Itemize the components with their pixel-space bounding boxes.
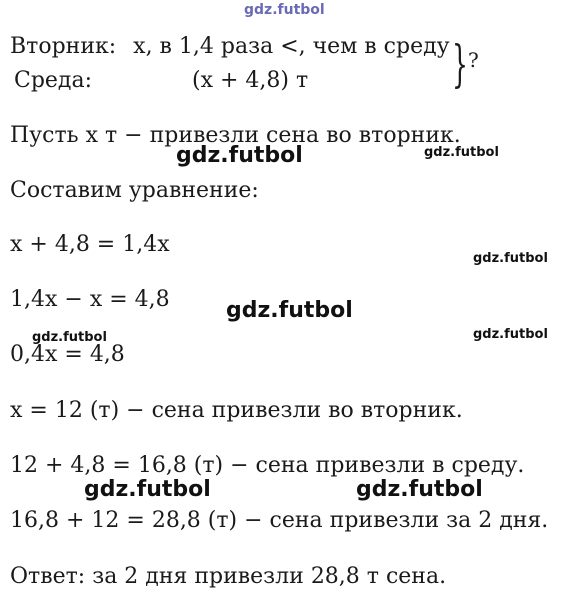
watermark: gdz.futbol	[473, 251, 548, 266]
equation-line-1: x + 4,8 = 1,4x	[10, 232, 170, 257]
given-row-wednesday	[14, 68, 309, 94]
watermark-top: gdz.futbol	[244, 2, 325, 18]
equation-line-2: 1,4x − x = 4,8	[10, 287, 170, 312]
question-mark: ?	[468, 48, 479, 72]
given-wednesday-label: Среда:	[14, 68, 93, 93]
step-wednesday: 12 + 4,8 = 16,8 (т) − сена привезли в среду.	[10, 453, 525, 478]
watermark: gdz.futbol	[356, 477, 483, 502]
watermark: gdz.futbol	[176, 143, 303, 168]
right-brace: }	[452, 35, 468, 93]
watermark: gdz.futbol	[424, 145, 499, 160]
given-wednesday-value: (x + 4,8) т	[192, 68, 309, 93]
given-row-tuesday	[10, 34, 450, 60]
let-statement: Пусть x т − привезли сена во вторник.	[10, 123, 461, 148]
given-block	[10, 34, 530, 94]
equation-line-3: 0,4x = 4,8	[10, 342, 125, 367]
equation-intro: Составим уравнение:	[10, 178, 259, 203]
watermark: gdz.futbol	[32, 330, 107, 345]
watermark: gdz.futbol	[226, 298, 353, 323]
answer-line: Ответ: за 2 дня привезли 28,8 т сена.	[10, 564, 447, 589]
given-tuesday-label: Вторник:	[10, 34, 117, 59]
step-total: 16,8 + 12 = 28,8 (т) − сена привезли за 2 дня.	[10, 508, 549, 533]
watermark: gdz.futbol	[84, 477, 211, 502]
given-tuesday-value: x, в 1,4 раза <, чем в среду	[133, 34, 450, 59]
watermark: gdz.futbol	[473, 327, 548, 342]
equation-line-4: x = 12 (т) − сена привезли во вторник.	[10, 398, 463, 423]
